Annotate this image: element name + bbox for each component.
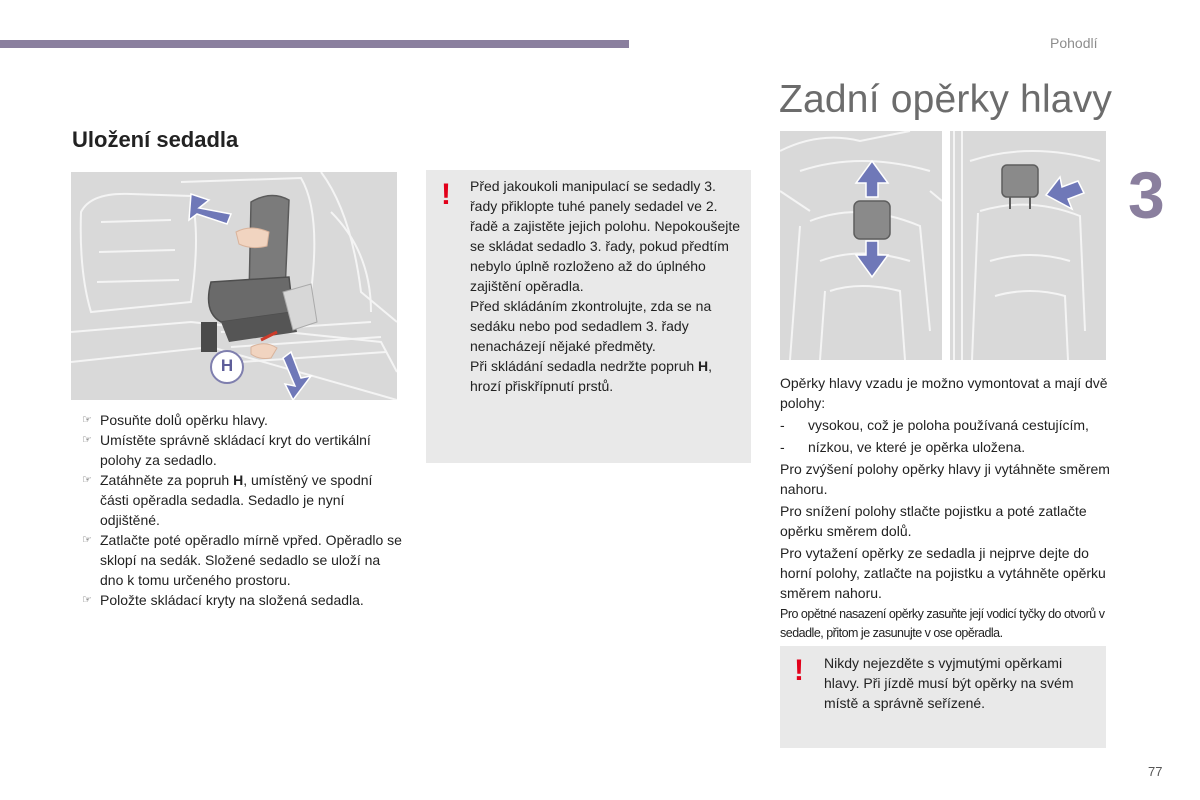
pointing-hand-icon: ☞ <box>82 534 92 546</box>
warning-paragraph: Před jakoukoli manipulací se sedadly 3. řady přiklopte tuhé panely sedadel ve 2. řadě a zajistěte jejich polohu. Nepokoušejte se skládat sedadlo 3. řady, pokud předtím nebylo úplně rozloženo až do úplného zajištění opěradla. <box>470 178 741 294</box>
headrest-instructions <box>780 373 1110 645</box>
page-number: 77 <box>1148 764 1163 779</box>
seat-folding-illustration <box>71 172 397 400</box>
list-item: ☞ Umístěte správně skládací kryt do vertikální polohy za sedadlo. <box>82 432 371 468</box>
headrest-warning-panel <box>780 646 1106 748</box>
raise-paragraph: Pro zvýšení polohy opěrky hlavy ji vytáhněte směrem nahoru. <box>780 461 1110 497</box>
refit-paragraph: Pro opětné nasazení opěrky zasuňte její vodicí tyčky do otvorů v sedadle, přitom je zasunujte v ose opěradla. <box>780 607 1105 640</box>
strap-h-label: H <box>220 356 234 375</box>
right-heading: Zadní opěrky hlavy <box>779 78 1113 121</box>
remove-paragraph: Pro vytažení opěrky ze sedadla ji nejprve dejte do horní polohy, zatlačte na pojistku a vytáhněte opěrku směrem nahoru. <box>780 545 1106 601</box>
headrest-release-illustration <box>950 131 1106 360</box>
headrest-warning-text: Nikdy nejezděte s vyjmutými opěrkami hlavy. Při jízdě musí být opěrky na svém místě a správně seřízené. <box>824 655 1074 711</box>
seat-warning-text <box>470 176 746 396</box>
warning-paragraph: Při skládání sedadla nedržte popruh H, hrozí přiskřípnutí prstů. <box>470 358 713 394</box>
list-item: ☞ Položte skládací kryty na složená sedadla. <box>82 592 364 608</box>
intro-paragraph: Opěrky hlavy vzadu je možno vymontovat a mají dvě polohy: <box>780 375 1108 411</box>
instruction-list <box>72 410 402 610</box>
list-item: ☞ Posuňte dolů opěrku hlavy. <box>82 412 268 428</box>
pointing-hand-icon: ☞ <box>82 474 92 486</box>
list-item: - nízkou, ve které je opěrka uložena. <box>780 439 1026 455</box>
seat-warning-panel <box>426 170 751 463</box>
list-item: - vysokou, což je poloha používaná cestujícím, <box>780 417 1089 433</box>
warning-paragraph: Před skládáním zkontrolujte, zda se na sedáku nebo pod sedadlem 3. řady nenacházejí nějaké předměty. <box>470 298 712 354</box>
list-item: ☞ Zatlačte poté opěradlo mírně vpřed. Opěradlo se sklopí na sedák. Složené sedadlo se uloží na dno k tomu určeného prostoru. <box>82 532 402 588</box>
chapter-number: 3 <box>1128 158 1165 232</box>
exclamation-icon: ! <box>441 178 451 211</box>
section-label: Pohodlí <box>1050 35 1098 51</box>
pointing-hand-icon: ☞ <box>82 414 92 426</box>
pointing-hand-icon: ☞ <box>82 434 92 446</box>
pointing-hand-icon: ☞ <box>82 594 92 606</box>
lower-paragraph: Pro snížení polohy stlačte pojistku a poté zatlačte opěrku směrem dolů. <box>780 503 1087 539</box>
exclamation-icon: ! <box>794 654 804 687</box>
headrest-adjust-illustration <box>780 131 942 360</box>
list-item: ☞ Zatáhněte za popruh H, umístěný ve spodní části opěradla sedadla. Sedadlo je nyní odjištěné. <box>82 472 373 528</box>
header-accent-bar <box>0 40 629 48</box>
left-heading: Uložení sedadla <box>72 127 239 152</box>
